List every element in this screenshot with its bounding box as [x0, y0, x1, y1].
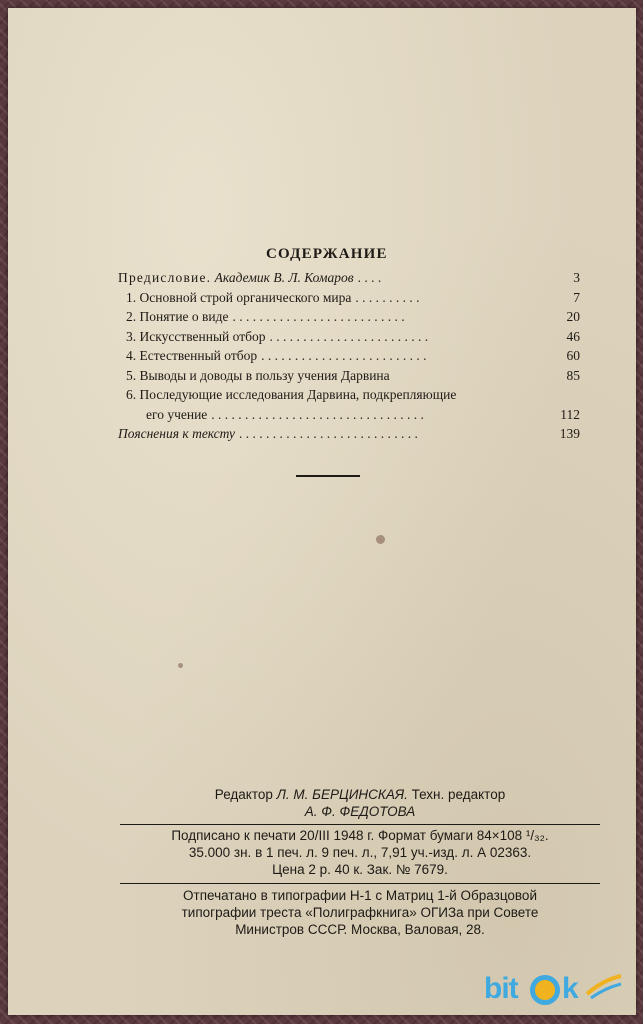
toc-dots: . . . . . . . . . . . . . . . . . . . . . . . . [269, 328, 429, 344]
printer-block [120, 883, 600, 938]
tech-editor-name: А. Ф. ФЕДОТОВА [304, 804, 416, 819]
colophon [120, 786, 600, 938]
paper-stain [178, 663, 183, 668]
toc-entry-label: Предисловие. [118, 270, 212, 285]
watermark-o-icon [530, 975, 560, 1005]
toc-entry-label: 5. Выводы и доводы в пользу учения Дарвина [126, 367, 390, 383]
toc-dots: . . . . [357, 270, 382, 285]
toc-page-number: 7 [573, 289, 580, 305]
toc-dots: . . . . . . . . . . . . . . . . . . . . . . . . . . . . . . . . [211, 406, 424, 422]
toc-dots: . . . . . . . . . . [355, 289, 420, 305]
toc-page-number: 60 [566, 348, 580, 363]
watermark-text-right: k [562, 972, 578, 1005]
toc-title: СОДЕРЖАНИЕ [266, 246, 388, 262]
toc-dots: . . . . . . . . . . . . . . . . . . . . . . . . . [261, 348, 427, 363]
book-page [8, 8, 636, 1015]
toc-entry-2 [118, 309, 580, 329]
toc-entry-label: 4. Естественный отбор [126, 348, 258, 363]
toc-entry-author: Академик В. Л. Комаров [211, 270, 354, 285]
volume-line: 35.000 зн. в 1 печ. л. 9 печ. л., 7,91 уч.-изд. л. А 02363. [188, 845, 532, 860]
toc-entry-label: 6. Последующие исследования Дарвина, подкрепляющие [126, 387, 457, 402]
toc-entry-3 [118, 329, 580, 349]
toc-page-number: 112 [560, 406, 580, 422]
toc-entry-1 [118, 290, 580, 310]
toc-entry-label: 1. Основной строй органического мира [126, 289, 352, 305]
watermark-swoosh-icon [585, 972, 625, 1002]
print-data-block [120, 824, 600, 878]
toc-entry-4 [118, 348, 580, 368]
tech-editor-line [120, 803, 600, 820]
table-of-contents [118, 270, 580, 446]
toc-entry-notes [118, 426, 580, 446]
toc-entry-6-cont [118, 407, 580, 427]
toc-page-number: 85 [566, 367, 580, 383]
toc-entry-label: 3. Искусственный отбор [126, 328, 266, 344]
price-line: Цена 2 р. 40 к. Зак. № 7679. [272, 862, 448, 877]
printer-line-3: Министров СССР. Москва, Валовая, 28. [235, 922, 485, 937]
toc-page-number: 139 [559, 426, 580, 441]
toc-page-number: 3 [573, 270, 580, 285]
signed-line: Подписано к печати 20/III 1948 г. Формат бумаги 84×108 ¹/₃₂. [171, 828, 549, 843]
printer-line-1: Отпечатано в типографии Н-1 с Матриц 1-й Образцовой [183, 888, 537, 903]
paper-stain [376, 535, 385, 544]
toc-page-number: 46 [566, 328, 580, 344]
toc-dots: . . . . . . . . . . . . . . . . . . . . . . . . . . [232, 309, 405, 324]
toc-entry-preface [118, 270, 580, 290]
editor-name: Л. М. БЕРЦИНСКАЯ. [276, 787, 408, 802]
toc-entry-label: его учение [146, 406, 208, 422]
editor-line: Редактор Л. М. БЕРЦИНСКАЯ. Техн. редактор [214, 787, 506, 802]
watermark-text-left: bit [484, 972, 518, 1005]
section-divider [296, 475, 360, 477]
toc-entry-label: Пояснения к тексту [118, 426, 236, 441]
toc-dots: . . . . . . . . . . . . . . . . . . . . . . . . . . . [239, 426, 418, 441]
toc-page-number: 20 [566, 309, 580, 324]
toc-entry-5 [118, 368, 580, 388]
toc-entry-label: 2. Понятие о виде [126, 309, 229, 324]
toc-entry-6 [118, 387, 580, 407]
printer-line-2: типографии треста «Полиграфкнига» ОГИЗа при Совете [181, 905, 539, 920]
